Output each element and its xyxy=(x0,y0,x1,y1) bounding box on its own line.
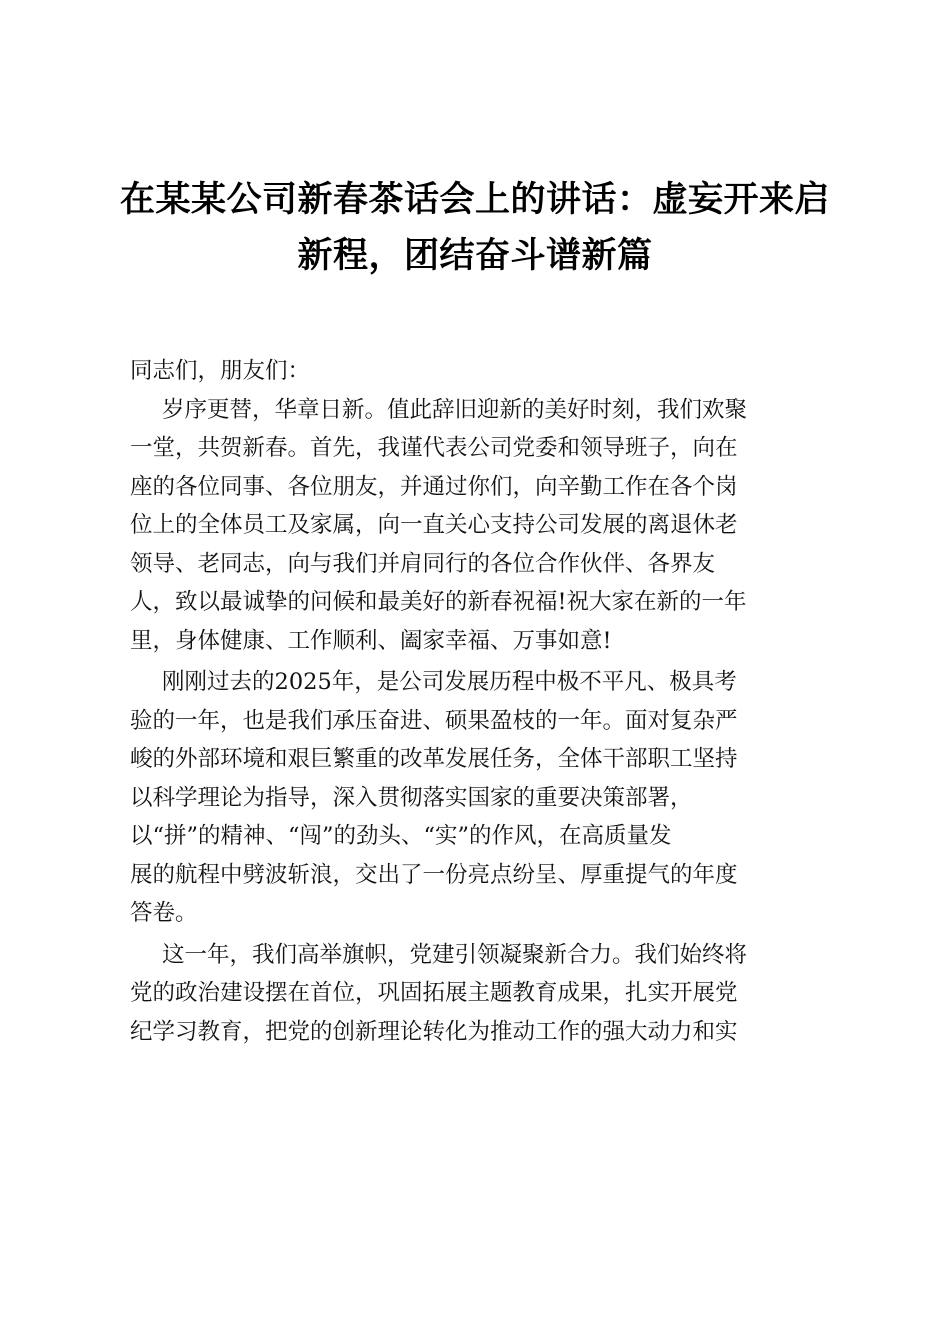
paragraph-line: 一堂，共贺新春。首先，我谨代表公司党委和领导班子，向在 xyxy=(130,435,738,461)
paragraph-line: 领导、老同志，向与我们并肩同行的各位合作伙伴、各界友 xyxy=(130,550,716,577)
paragraph-line: 座的各位同事、各位朋友，并通过你们，向辛勤工作在各个岗 xyxy=(130,473,738,500)
document-title xyxy=(100,172,850,284)
paragraph-line: 验的一年，也是我们承压奋进、硕果盈枝的一年。面对复杂严 xyxy=(130,707,738,734)
paragraph-line: 位上的全体员工及家属，向一直关心支持公司发展的离退休老 xyxy=(130,512,738,538)
paragraph-line: 这一年，我们高举旗帜，党建引领凝聚新合力。我们始终将 xyxy=(162,941,748,968)
paragraph-2 xyxy=(130,663,830,933)
paragraph-line: 展的航程中劈波斩浪，交出了一份亮点纷呈、厚重提气的年度 xyxy=(130,861,738,888)
paragraph-line: 岁序更替，华章日新。值此辞旧迎新的美好时刻，我们欢聚 xyxy=(162,396,748,423)
paragraph-line: 纪学习教育，把党的创新理论转化为推动工作的强大动力和实 xyxy=(130,1018,738,1045)
paragraph-line: 党的政治建设摆在首位，巩固拓展主题教育成果，扎实开展党 xyxy=(130,980,738,1006)
title-line: 新程，团结奋斗谱新篇 xyxy=(297,236,653,276)
document-body xyxy=(130,352,830,1051)
paragraph-1 xyxy=(130,391,830,661)
paragraph-line: 答卷。 xyxy=(130,900,198,926)
paragraph-line: 里，身体健康、工作顺利、阖家幸福、万事如意! xyxy=(130,627,612,654)
paragraph-line: 以科学理论为指导，深入贯彻落实国家的重要决策部署， xyxy=(130,784,693,811)
title-line: 在某某公司新春茶话会上的讲话：虚妄开来启 xyxy=(119,180,830,220)
paragraph-line: 刚刚过去的2025年，是公司发展历程中极不平凡、极具考 xyxy=(162,669,737,695)
salutation: 同志们，朋友们： xyxy=(130,358,311,384)
paragraph-3 xyxy=(130,936,830,1052)
paragraph-line: 人，致以最诚挚的问候和最美好的新春祝福!祝大家在新的一年 xyxy=(130,589,747,615)
paragraph-line: 峻的外部环境和艰巨繁重的改革发展任务，全体干部职工坚持 xyxy=(130,746,738,772)
paragraph-line: 以“拼”的精神、“闯”的劲头、“实”的作风，在高质量发 xyxy=(130,823,672,849)
